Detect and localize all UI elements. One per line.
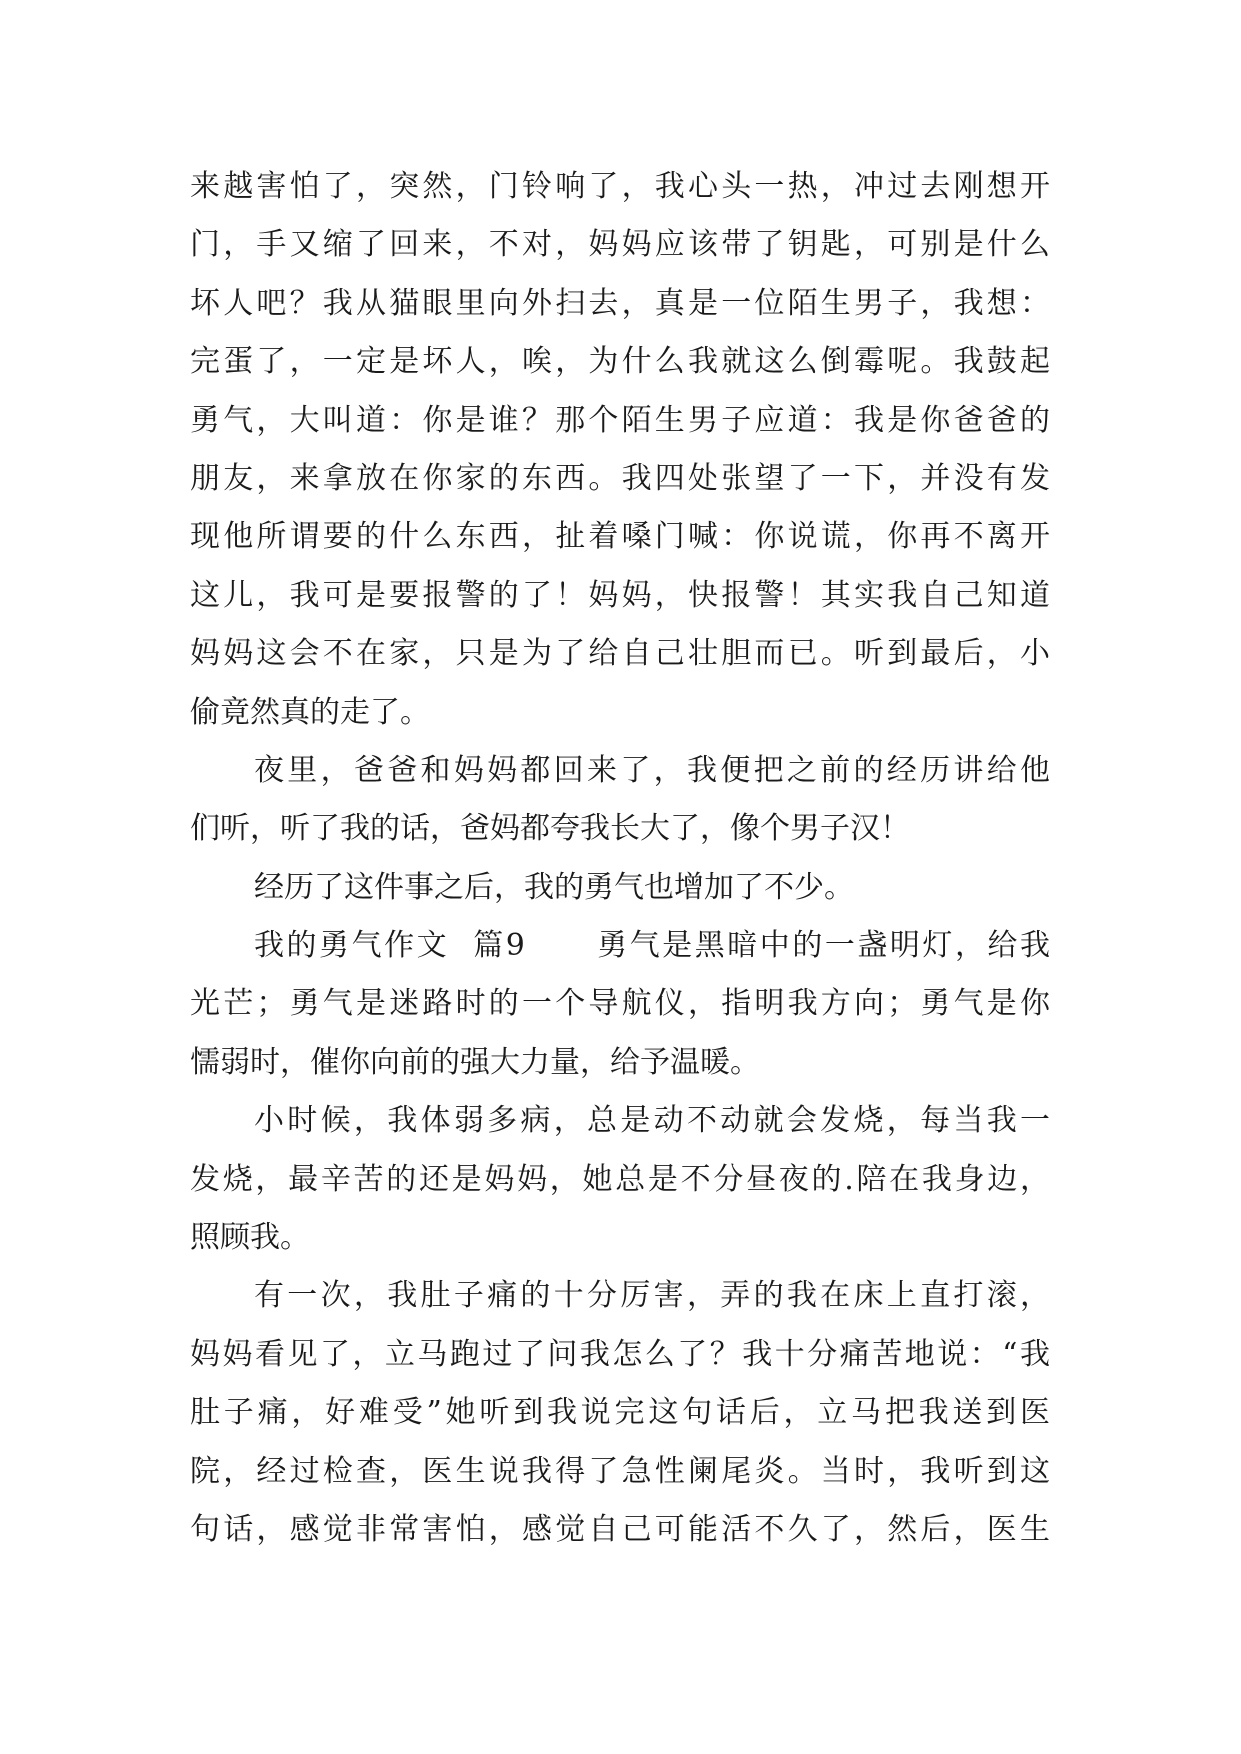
paragraph-start-line: 经历了这件事之后，我的勇气也增加了不少。 [254,869,854,905]
text-line: 光芒；勇气是迷路时的一个导航仪，指明我方向；勇气是你 [190,986,1050,1022]
text-line: 现他所谓要的什么东西，扯着嗓门喊：你说谎，你再不离开 [190,519,1050,555]
text-line: 们听，听了我的话，爸妈都夸我长大了，像个男子汉！ [190,811,910,847]
paragraph-start-line: 有一次，我肚子痛的十分厉害，弄的我在床上直打滚， [254,1278,1050,1314]
paragraph-start-line: 夜里，爸爸和妈妈都回来了，我便把之前的经历讲给他 [254,752,1050,788]
text-line: 门，手又缩了回来，不对，妈妈应该带了钥匙，可别是什么 [190,227,1050,263]
body-text [190,158,1050,1559]
text-line: 妈妈看见了，立马跑过了问我怎么了？我十分痛苦地说：“我 [190,1336,1050,1372]
text-line: 妈妈这会不在家，只是为了给自己壮胆而已。听到最后，小 [190,636,1050,672]
text-line: 发烧，最辛苦的还是妈妈，她总是不分昼夜的.陪在我身边， [190,1161,1050,1197]
text-line: 勇气，大叫道：你是谁？那个陌生男子应道：我是你爸爸的 [190,402,1050,438]
text-line: 这儿，我可是要报警的了！妈妈，快报警！其实我自己知道 [190,577,1050,613]
paragraph-start-line: 小时候，我体弱多病，总是动不动就会发烧，每当我一 [254,1103,1050,1139]
text-line: 懦弱时，催你向前的强大力量，给予温暖。 [190,1044,760,1080]
text-line: 完蛋了，一定是坏人，唉，为什么我就这么倒霉呢。我鼓起 [190,344,1050,380]
text-line: 肚子痛，好难受”她听到我说完这句话后，立马把我送到医 [190,1395,1050,1431]
text-line: 句话，感觉非常害怕，感觉自己可能活不久了，然后，医生 [190,1511,1050,1547]
text-line: 院，经过检查，医生说我得了急性阑尾炎。当时，我听到这 [190,1453,1050,1489]
essay-heading-line: 我的勇气作文 篇9 勇气是黑暗中的一盏明灯，给我 [254,928,1050,964]
text-line: 朋友，来拿放在你家的东西。我四处张望了一下，并没有发 [190,460,1050,496]
text-line: 来越害怕了，突然，门铃响了，我心头一热，冲过去刚想开 [190,169,1050,204]
text-line: 照顾我。 [190,1220,310,1256]
text-line: 偷竟然真的走了。 [190,694,430,730]
text-line: 坏人吧？我从猫眼里向外扫去，真是一位陌生男子，我想： [190,285,1050,321]
